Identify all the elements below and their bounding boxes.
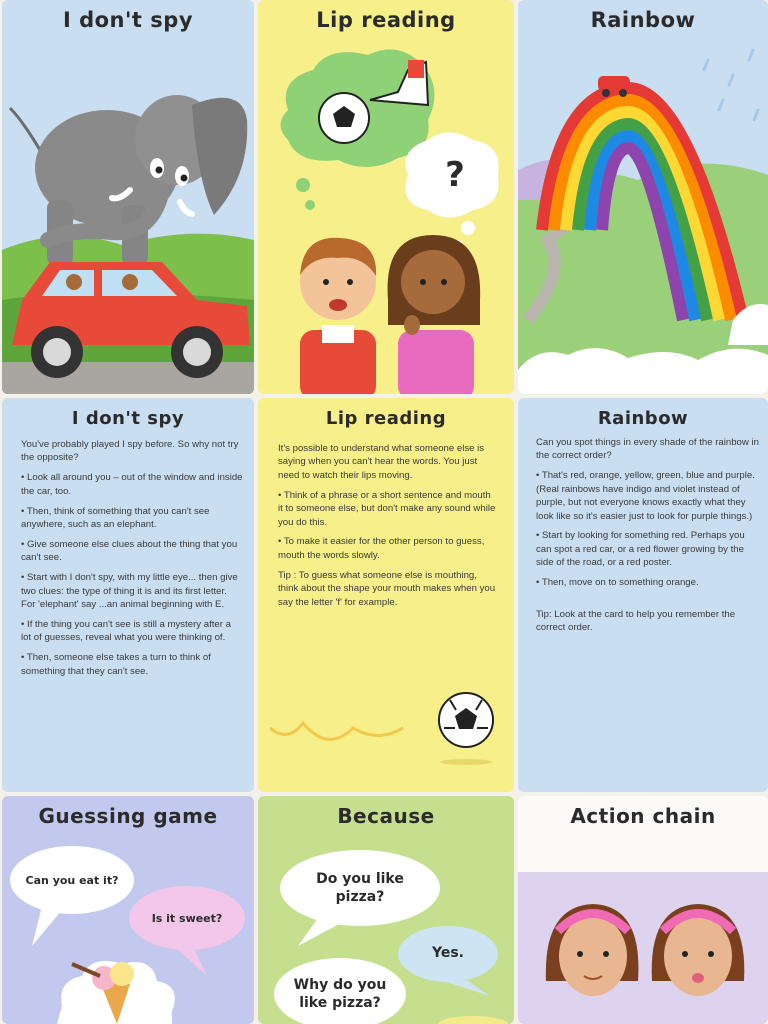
card-title: Rainbow <box>597 408 689 429</box>
card-lip-reading-front <box>258 0 514 394</box>
instruction-paragraph: Can you spot things in every shade of the rainbow in the correct order? <box>536 437 759 462</box>
elephant-car-illustration <box>2 0 254 394</box>
instruction-paragraph: • That's red, orange, yellow, green, blue and purple. (Real rainbows have indigo and violet instead of purple, but not everyone knows exactly what they look like so it's easier just to look for purple things.) <box>536 470 755 522</box>
instruction-paragraph: It's possible to understand what someone else is saying when you can't hear the words. You just need to watch their lips moving. <box>278 443 485 481</box>
instruction-paragraph: • Then, move on to something orange. <box>536 577 699 589</box>
rainbow-illustration <box>518 0 768 394</box>
instruction-paragraph: You've probably played I spy before. So why not try the opposite? <box>21 439 239 464</box>
card-title: Because <box>337 804 435 828</box>
instruction-paragraph: • Think of a phrase or a short sentence and mouth it to someone else, but don't make any sound while you do this. <box>278 489 496 528</box>
speech-bubble-question: Can you eat it? <box>25 873 119 887</box>
instruction-paragraph: • Start with I don't spy, with my little eye... then give two clues: the type of thing it is and its first letter. For 'elephant' say ...an animal beginning with E. <box>21 572 238 611</box>
twin-girls-illustration <box>518 796 768 1024</box>
card-rainbow-back <box>518 398 768 792</box>
card-instructions <box>21 438 243 685</box>
card-i-dont-spy-front <box>2 0 254 394</box>
card-title: I don't spy <box>62 8 194 32</box>
card-i-dont-spy-back <box>2 398 254 792</box>
card-title: Lip reading <box>325 408 447 429</box>
card-instructions <box>536 436 762 641</box>
card-lip-reading-back <box>258 398 514 792</box>
card-title: Rainbow <box>590 8 696 32</box>
instruction-paragraph: • Give someone else clues about the thing that you can't see. <box>21 538 238 564</box>
card-title: I don't spy <box>71 408 185 429</box>
football-icon <box>258 398 514 792</box>
instruction-paragraph: • Start by looking for something red. Perhaps you can spot a red car, or a red flower growing by the side of the road, or a red poster. <box>536 530 745 569</box>
instruction-paragraph: • Then, think of something that you can't see anywhere, such as an elephant. <box>21 505 210 531</box>
instruction-paragraph: Tip: Look at the card to help you remember the correct order. <box>536 608 736 633</box>
speech-bubble-question: Is it sweet? <box>151 911 223 925</box>
question-mark-thought: ? <box>445 155 465 195</box>
instruction-paragraph: • Then, someone else takes a turn to think of something that they can't see. <box>21 652 211 677</box>
instruction-paragraph: • Look all around you – out of the window and inside the car, too. <box>21 472 243 497</box>
card-title: Action chain <box>570 804 716 828</box>
card-rainbow-front <box>518 0 768 394</box>
card-title: Lip reading <box>316 8 456 32</box>
card-action-chain <box>518 796 768 1024</box>
speech-bubble-question: Do you like pizza? <box>316 871 404 905</box>
card-guessing-game <box>2 796 254 1024</box>
speech-bubble-question: Why do you like pizza? <box>293 977 387 1011</box>
speech-bubble-answer: Yes. <box>432 945 464 961</box>
instruction-paragraph: • To make it easier for the other person to guess, mouth the words slowly. <box>278 536 485 561</box>
instruction-paragraph: Tip : To guess what someone else is mouthing, think about the shape your mouth makes when you say the letter 'f' for example. <box>278 569 496 608</box>
instruction-paragraph: • If the thing you can't see is still a mystery after a lot of guesses, reveal what you were thinking of. <box>21 618 231 644</box>
card-because <box>258 796 514 1024</box>
card-title: Guessing game <box>38 804 218 828</box>
